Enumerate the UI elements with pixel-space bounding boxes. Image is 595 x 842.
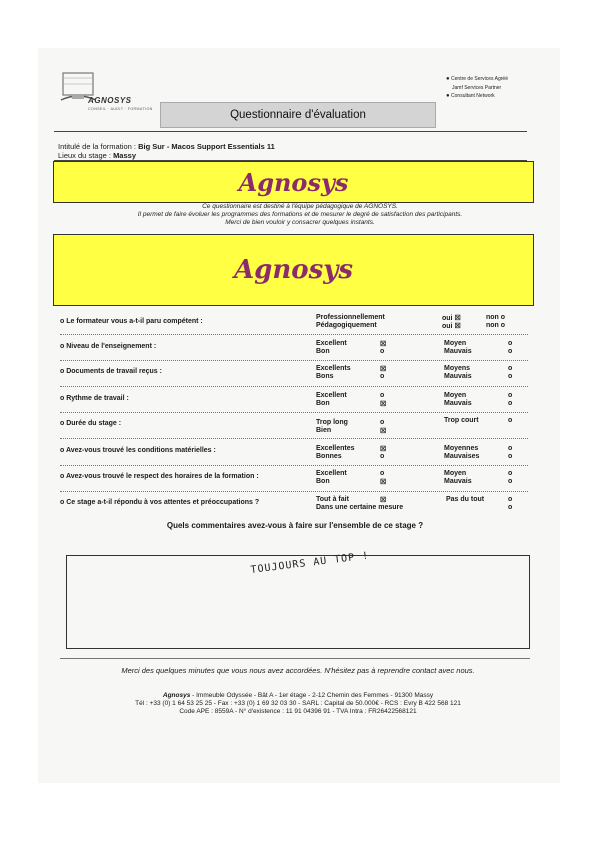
question-label: o Le formateur vous a-t-il paru compétent : bbox=[60, 318, 203, 325]
page-title: Questionnaire d'évaluation bbox=[160, 102, 436, 128]
option-label: Mauvais bbox=[444, 348, 472, 355]
divider bbox=[60, 658, 530, 659]
question-label: o Niveau de l'enseignement : bbox=[60, 343, 157, 350]
question-label: o Documents de travail reçus : bbox=[60, 368, 162, 375]
question-label: o Rythme de travail : bbox=[60, 395, 129, 402]
option-label: Excellent bbox=[316, 392, 347, 399]
checkbox-mark[interactable]: o bbox=[508, 340, 513, 347]
option-label: Moyens bbox=[444, 365, 471, 372]
apple-icon: ● bbox=[446, 93, 450, 99]
option-label: Mauvais bbox=[444, 400, 472, 407]
checkbox-mark[interactable]: oui ☒ bbox=[442, 323, 461, 330]
option-label: Moyen bbox=[444, 470, 467, 477]
checkbox-mark[interactable]: ☒ bbox=[380, 446, 387, 453]
checkbox-mark[interactable]: o bbox=[380, 373, 385, 380]
divider bbox=[60, 386, 528, 387]
partner-line: ● Consultant Network bbox=[446, 93, 495, 99]
checkbox-mark[interactable]: ☒ bbox=[380, 497, 387, 504]
checkbox-mark[interactable]: o bbox=[508, 504, 513, 511]
thanks-text: Merci des quelques minutes que vous nous avez accordées. N'hésitez pas à reprendre contact avec nous. bbox=[121, 666, 475, 675]
brand-tagline: CONSEIL · AUDIT · FORMATION bbox=[88, 107, 153, 111]
divider bbox=[60, 491, 528, 492]
option-label: Mauvais bbox=[444, 373, 472, 380]
divider bbox=[60, 334, 528, 335]
formation-line: Intitulé de la formation : Big Sur - Macos Support Essentials 11 bbox=[58, 142, 275, 151]
intro-line: Merci de bien vouloir y consacrer quelques instants. bbox=[225, 219, 375, 226]
checkbox-mark[interactable]: o bbox=[508, 453, 513, 460]
option-label: Pas du tout bbox=[446, 496, 485, 503]
address-line: Agnosys - Immeuble Odyssée - Bât A - 1er étage - 2-12 Chemin des Femmes - 91300 Massy bbox=[162, 692, 434, 699]
checkbox-mark[interactable]: ☒ bbox=[380, 428, 387, 435]
checkbox-mark[interactable]: non o bbox=[486, 314, 506, 321]
option-label: Bons bbox=[316, 373, 334, 380]
option-label: Dans une certaine mesure bbox=[316, 504, 404, 511]
checkbox-mark[interactable]: o bbox=[380, 470, 385, 477]
option-label: Trop long bbox=[316, 419, 348, 426]
checkbox-mark[interactable]: o bbox=[508, 373, 513, 380]
option-label: Excellent bbox=[316, 470, 347, 477]
divider bbox=[60, 465, 528, 466]
option-label: Bon bbox=[316, 348, 330, 355]
option-label: Excellents bbox=[316, 365, 351, 372]
option-label: Bien bbox=[316, 427, 332, 434]
comments-question: Quels commentaires avez-vous à faire sur l'ensemble de ce stage ? bbox=[166, 521, 424, 530]
option-label: Mauvais bbox=[444, 478, 472, 485]
intro-line: Il permet de faire évoluer les programmes des formations et de mesurer le degré de satisfaction des participants. bbox=[137, 211, 463, 218]
checkbox-mark[interactable]: o bbox=[508, 496, 513, 503]
checkbox-mark[interactable]: non o bbox=[486, 322, 506, 329]
option-label: Moyen bbox=[444, 392, 467, 399]
brand-name: AGNOSYS bbox=[88, 96, 132, 105]
checkbox-mark[interactable]: o bbox=[380, 419, 385, 426]
lieu-line: Lieux du stage : Massy bbox=[58, 151, 136, 160]
partner-line: ● Centre de Services Agréé bbox=[446, 76, 508, 82]
legal-line: Code APE : 8559A - N° d'existence : 11 91 04396 91 - TVA Intra : FR26422568121 bbox=[179, 708, 417, 715]
checkbox-mark[interactable]: ☒ bbox=[380, 479, 387, 486]
option-label: Tout à fait bbox=[316, 496, 349, 503]
checkbox-mark[interactable]: o bbox=[508, 445, 513, 452]
checkbox-mark[interactable]: o bbox=[508, 348, 513, 355]
formation-info bbox=[54, 131, 527, 161]
option-label: Excellent bbox=[316, 340, 347, 347]
option-label: Moyen bbox=[444, 340, 467, 347]
intro-line: Ce questionnaire est destiné à l'équipe pédagogique de AGNOSYS. bbox=[202, 203, 398, 210]
contact-line: Tél : +33 (0) 1 64 53 25 25 - Fax : +33 (0) 1 69 32 03 30 - SARL : Capital de 50.000€ - RCS : Evry B 422 568 121 bbox=[135, 700, 461, 707]
checkbox-mark[interactable]: o bbox=[508, 392, 513, 399]
option-label: Professionnellement bbox=[316, 314, 385, 321]
option-label: Excellentes bbox=[316, 445, 355, 452]
question-label: o Ce stage a-t-il répondu à vos attentes et préoccupations ? bbox=[60, 499, 260, 506]
checkbox-mark[interactable]: ☒ bbox=[380, 401, 387, 408]
partner-line: Jamf Services Partner bbox=[452, 85, 502, 91]
option-label: Bon bbox=[316, 400, 330, 407]
checkbox-mark[interactable]: o bbox=[508, 365, 513, 372]
checkbox-mark[interactable]: ☒ bbox=[380, 341, 387, 348]
question-label: o Avez-vous trouvé les conditions matérielles : bbox=[60, 447, 216, 454]
divider bbox=[60, 360, 528, 361]
checkbox-mark[interactable]: o bbox=[380, 392, 385, 399]
option-label: Bonnes bbox=[316, 453, 342, 460]
checkbox-mark[interactable]: o bbox=[508, 470, 513, 477]
agnosys-banner: Agnosys bbox=[53, 161, 534, 203]
comments-answer: TOUJOURS AU TOP ! bbox=[250, 550, 370, 576]
option-label: Mauvaises bbox=[444, 453, 480, 460]
option-label: Bon bbox=[316, 478, 330, 485]
option-label: Moyennes bbox=[444, 445, 479, 452]
divider bbox=[60, 438, 528, 439]
checkbox-mark[interactable]: o bbox=[508, 400, 513, 407]
checkbox-mark[interactable]: o bbox=[380, 453, 385, 460]
apple-icon: ● bbox=[446, 76, 450, 82]
checkbox-mark[interactable]: ☒ bbox=[380, 366, 387, 373]
question-label: o Durée du stage : bbox=[60, 420, 122, 427]
checkbox-mark[interactable]: o bbox=[508, 478, 513, 485]
agnosys-banner: Agnosys bbox=[53, 234, 534, 306]
option-label: Pédagogiquement bbox=[316, 322, 377, 329]
option-label: Trop court bbox=[444, 417, 479, 424]
divider bbox=[60, 412, 528, 413]
checkbox-mark[interactable]: o bbox=[508, 417, 513, 424]
checkbox-mark[interactable]: oui ☒ bbox=[442, 315, 461, 322]
question-label: o Avez-vous trouvé le respect des horaires de la formation : bbox=[60, 473, 259, 480]
checkbox-mark[interactable]: o bbox=[380, 348, 385, 355]
